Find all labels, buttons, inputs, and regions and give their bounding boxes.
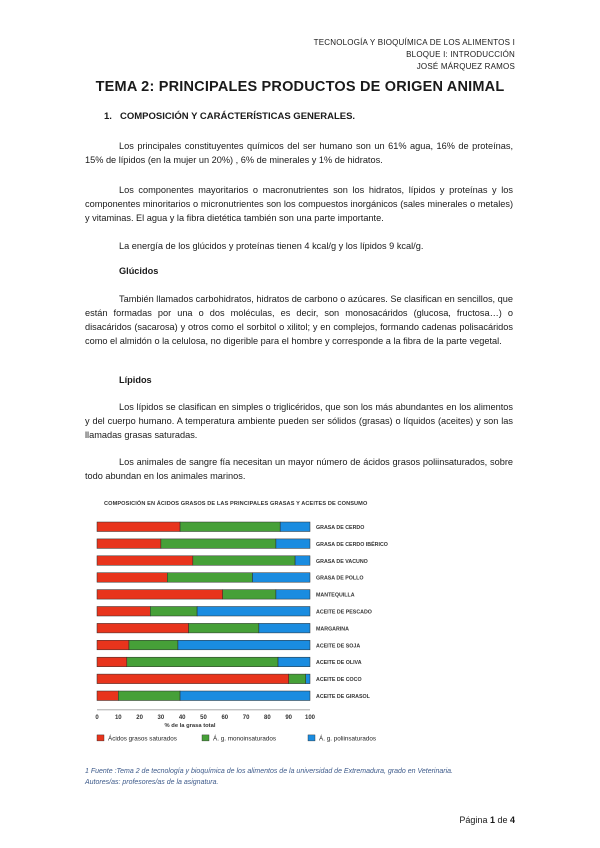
category-label-5: MANTEQUILLA xyxy=(316,592,355,599)
category-label-2: GRASA DE CERDO IBÉRICO xyxy=(316,541,388,548)
page-total: 4 xyxy=(509,815,515,825)
category-label-9: ACEITE DE OLIVA xyxy=(316,660,362,667)
x-tick-label-60: 60 xyxy=(221,714,229,721)
paragraph-marine-text: Los animales de sangre fía necesitan un mayor número de ácidos grasos poliinsaturados, sobre todo abundan en los animales marinos. xyxy=(85,457,513,481)
x-tick-label-50: 50 xyxy=(200,714,207,721)
x-tick-label-20: 20 xyxy=(136,714,143,721)
bar-5-series-2 xyxy=(223,590,276,600)
category-label-8: ACEITE DE SOJA xyxy=(316,643,361,650)
bar-11-series-3 xyxy=(180,691,310,701)
bar-10-series-2 xyxy=(289,674,306,684)
paragraph-constituents-text: Los principales constituyentes químicos del ser humano son un 61% agua, 16% de proteínas, 15% de lípidos (en la mujer un 20%) , 6% de minerales y 1% de hidratos. xyxy=(85,141,513,165)
bar-2-series-2 xyxy=(161,539,276,549)
bar-1-series-1 xyxy=(97,522,180,532)
bar-8-series-1 xyxy=(97,640,129,650)
bar-10-series-1 xyxy=(97,674,289,684)
paragraph-energy-text: La energía de los glúcidos y proteínas tienen 4 kcal/g y los lípidos 9 kcal/g. xyxy=(119,241,424,251)
category-label-3: GRASA DE VACUNO xyxy=(316,558,368,565)
page-prefix: Página xyxy=(459,815,490,825)
x-tick-label-100: 100 xyxy=(304,714,316,721)
bar-7-series-3 xyxy=(259,623,310,633)
bar-8-series-2 xyxy=(129,640,178,650)
footnote-source: 1 Fuente :Tema 2 de tecnología y bioquímica de los alimentos de la universidad de Extremadura, grado en Veterinaria. xyxy=(85,768,453,775)
page-separator: de xyxy=(494,815,510,825)
bar-11-series-1 xyxy=(97,691,118,701)
x-tick-label-90: 90 xyxy=(285,714,293,721)
bar-2-series-1 xyxy=(97,539,161,549)
subheading-lipidos: Lípidos xyxy=(119,375,152,385)
legend-label-2: Á. g. monoinsaturados xyxy=(213,735,277,743)
x-axis-label: % de la grasa total xyxy=(164,722,216,729)
bar-3-series-2 xyxy=(193,556,295,566)
bar-3-series-1 xyxy=(97,556,193,566)
x-tick-label-30: 30 xyxy=(157,714,165,721)
bar-3-series-3 xyxy=(295,556,310,566)
page-number xyxy=(459,815,515,825)
bar-4-series-2 xyxy=(167,573,252,583)
header-course: TECNOLOGÍA Y BIOQUÍMICA DE LOS ALIMENTOS I xyxy=(313,38,515,47)
bar-6-series-3 xyxy=(197,607,310,617)
bar-5-series-3 xyxy=(276,590,310,600)
header-author: JOSÉ MÁRQUEZ RAMOS xyxy=(416,62,515,71)
bar-9-series-3 xyxy=(278,657,310,667)
legend-swatch-2 xyxy=(202,735,209,741)
section-number: 1. xyxy=(104,111,112,122)
paragraph-nutrients-text: Los componentes mayoritarios o macronutrientes son los hidratos, lípidos y proteínas y los componentes minoritarios o micronutrientes son los compuestos inorgánicos (sales minerales o metales) y vitaminas. El agua y la fibra dietética también son una parte importante. xyxy=(85,185,513,223)
footnote-authors: Autores/as: profesores/as de la asignatura. xyxy=(85,779,219,786)
category-label-1: GRASA DE CERDO xyxy=(316,525,365,531)
legend-label-1: Ácidos grasos saturados xyxy=(108,735,177,743)
x-tick-label-10: 10 xyxy=(114,714,122,721)
bar-4-series-3 xyxy=(252,573,310,583)
category-label-11: ACEITE DE GIRASOL xyxy=(316,694,370,700)
bar-11-series-2 xyxy=(118,691,180,701)
category-label-6: ACEITE DE PESCADO xyxy=(316,609,372,616)
subheading-glucidos: Glúcidos xyxy=(119,266,159,276)
category-label-7: MARGARINA xyxy=(316,626,349,633)
legend-swatch-1 xyxy=(97,735,104,741)
bar-7-series-1 xyxy=(97,623,189,633)
bar-8-series-3 xyxy=(178,640,310,650)
bar-4-series-1 xyxy=(97,573,167,583)
bar-9-series-2 xyxy=(127,657,278,667)
x-tick-label-40: 40 xyxy=(178,714,186,721)
bar-6-series-1 xyxy=(97,607,150,617)
bar-7-series-2 xyxy=(189,623,259,633)
category-label-10: ACEITE DE COCO xyxy=(316,677,362,684)
x-tick-label-80: 80 xyxy=(264,714,271,721)
footnote xyxy=(85,766,525,788)
bar-9-series-1 xyxy=(97,657,127,667)
paragraph-lipidos-text: Los lípidos se clasifican en simples o triglicéridos, que son los más abundantes en los alimentos y del cuerpo humano. A temperatura ambiente pueden ser sólidos (grasas) o líquidos (aceites) y son las llamadas grasas saturadas. xyxy=(85,402,513,440)
header-block: BLOQUE I: INTRODUCCIÓN xyxy=(406,50,515,59)
x-tick-label-70: 70 xyxy=(242,714,250,721)
bar-2-series-3 xyxy=(276,539,310,549)
legend-swatch-3 xyxy=(308,735,315,741)
bar-10-series-3 xyxy=(306,674,310,684)
x-tick-label-0: 0 xyxy=(95,714,99,721)
page-current: 1 xyxy=(489,815,495,825)
bar-5-series-1 xyxy=(97,590,223,600)
section-title: COMPOSICIÓN Y CARÁCTERÍSTICAS GENERALES. xyxy=(120,111,356,122)
legend-label-3: Á. g. poliinsaturados xyxy=(319,735,377,743)
paragraph-glucidos-text: También llamados carbohidratos, hidratos de carbono o azúcares. Se clasifican en sencillos, que están formadas por una o dos moléculas, es decir, son monosacáridos (glucosa, fructosa…) o disacáridos (sacarosa) y otros como el sorbitol o xilitol; y en complejos, formando cadenas polisacáridos como el almidón o la celulosa, no digerible para el hombre y corresponde a la fibra de la parte vegetal. xyxy=(85,294,513,346)
page-title: TEMA 2: PRINCIPALES PRODUCTOS DE ORIGEN ANIMAL xyxy=(95,79,505,95)
bar-6-series-2 xyxy=(150,607,197,617)
bar-1-series-2 xyxy=(180,522,280,532)
bar-1-series-3 xyxy=(280,522,310,532)
chart-title: COMPOSICIÓN EN ÁCIDOS GRASOS DE LAS PRINCIPALES GRASAS Y ACEITES DE CONSUMO xyxy=(104,501,368,507)
category-label-4: GRASA DE POLLO xyxy=(316,575,364,582)
